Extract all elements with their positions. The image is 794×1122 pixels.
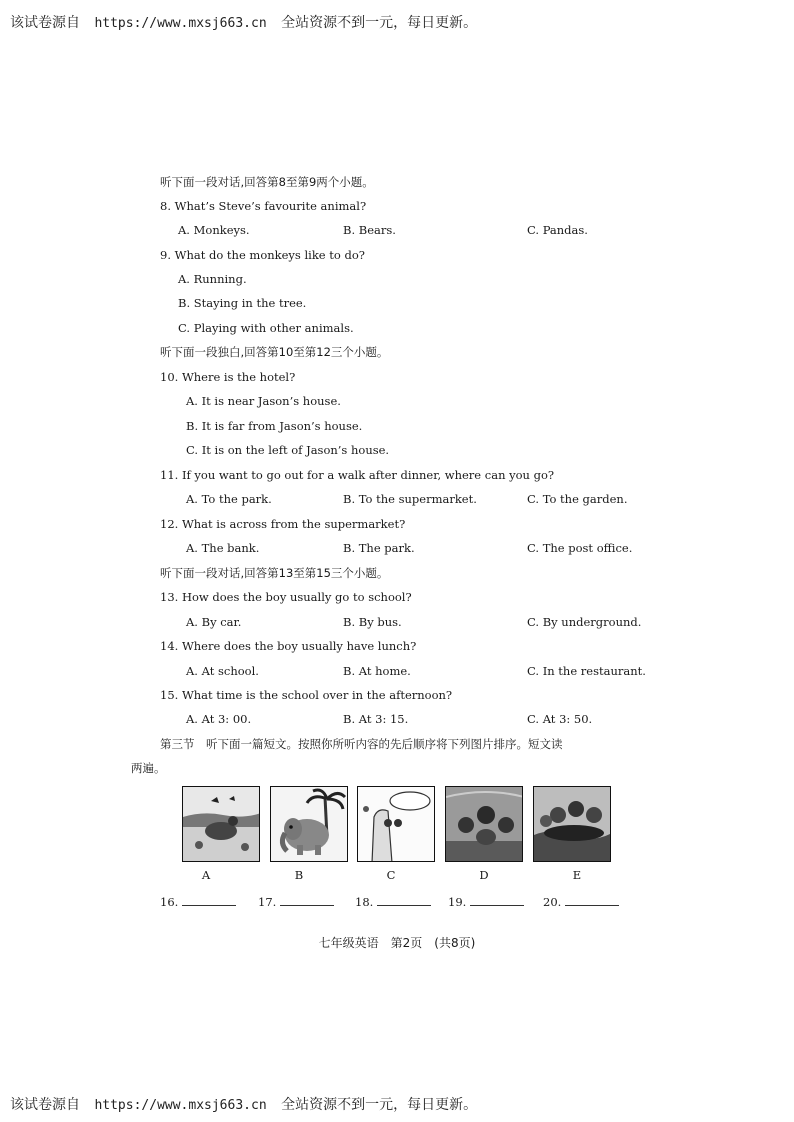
picture-label-b: B xyxy=(294,868,304,882)
picture-a-birds-by-water xyxy=(182,786,260,862)
banner-prefix: 该试卷源自 xyxy=(10,1097,80,1113)
section-3-instruction: 第三节 听下面一篇短文。按照你所听内容的先后顺序将下列图片排序。短文读 xyxy=(160,737,563,751)
answer-blank-16[interactable] xyxy=(160,894,236,909)
blank-number-19: 19. xyxy=(448,895,467,909)
picture-c-tree-bubble xyxy=(357,786,435,862)
banner-url-link[interactable]: https://www.mxsj663.cn xyxy=(94,1098,267,1113)
section-3-instruction-cont: 两遍。 xyxy=(131,761,166,775)
picture-label-c: C xyxy=(386,868,396,882)
banner-url-link[interactable]: https://www.mxsj663.cn xyxy=(94,16,267,31)
question-12-option-a: A. The bank. xyxy=(186,541,260,555)
blank-line-20[interactable] xyxy=(565,894,619,906)
blank-number-18: 18. xyxy=(355,895,374,909)
answer-blank-19[interactable] xyxy=(448,894,524,909)
question-14-option-c: C. In the restaurant. xyxy=(527,664,646,678)
picture-b-elephant-palm xyxy=(270,786,348,862)
question-9-option-b: B. Staying in the tree. xyxy=(178,296,307,310)
instruction-q8-9: 听下面一段对话,回答第8至第9两个小题。 xyxy=(160,175,374,189)
instruction-q10-12: 听下面一段独白,回答第10至第12三个小题。 xyxy=(160,345,389,359)
question-10-option-c: C. It is on the left of Jason’s house. xyxy=(186,443,390,457)
question-13-option-a: A. By car. xyxy=(186,615,242,629)
question-10-option-b: B. It is far from Jason’s house. xyxy=(186,419,363,433)
question-13-option-c: C. By underground. xyxy=(527,615,642,629)
blank-line-18[interactable] xyxy=(377,894,431,906)
answer-blank-17[interactable] xyxy=(258,894,334,909)
question-12-option-b: B. The park. xyxy=(343,541,415,555)
banner-prefix: 该试卷源自 xyxy=(10,15,80,31)
question-11-option-b: B. To the supermarket. xyxy=(343,492,477,506)
question-8-option-b: B. Bears. xyxy=(343,223,396,237)
blank-line-16[interactable] xyxy=(182,894,236,906)
instruction-q13-15: 听下面一段对话,回答第13至第15三个小题。 xyxy=(160,566,389,580)
picture-e-kids-rafting xyxy=(533,786,611,862)
picture-label-d: D xyxy=(479,868,489,882)
question-13-option-b: B. By bus. xyxy=(343,615,402,629)
question-15-option-b: B. At 3: 15. xyxy=(343,712,409,726)
source-banner-top xyxy=(10,12,477,32)
blank-line-17[interactable] xyxy=(280,894,334,906)
picture-d-monkeys-circus xyxy=(445,786,523,862)
question-15-stem: 15. What time is the school over in the afternoon? xyxy=(160,688,453,702)
picture-label-a: A xyxy=(201,868,211,882)
question-10-option-a: A. It is near Jason’s house. xyxy=(186,394,341,408)
question-13-stem: 13. How does the boy usually go to school? xyxy=(160,590,412,604)
question-11-option-c: C. To the garden. xyxy=(527,492,628,506)
question-11-stem: 11. If you want to go out for a walk after dinner, where can you go? xyxy=(160,468,555,482)
question-12-stem: 12. What is across from the supermarket? xyxy=(160,517,406,531)
blank-number-16: 16. xyxy=(160,895,179,909)
question-10-stem: 10. Where is the hotel? xyxy=(160,370,296,384)
question-15-option-c: C. At 3: 50. xyxy=(527,712,593,726)
answer-blank-20[interactable] xyxy=(543,894,619,909)
question-14-option-b: B. At home. xyxy=(343,664,411,678)
blank-line-19[interactable] xyxy=(470,894,524,906)
blank-number-17: 17. xyxy=(258,895,277,909)
question-8-option-c: C. Pandas. xyxy=(527,223,588,237)
question-8-option-a: A. Monkeys. xyxy=(178,223,250,237)
question-9-option-a: A. Running. xyxy=(178,272,247,286)
source-banner-bottom xyxy=(10,1094,477,1114)
picture-label-e: E xyxy=(572,868,582,882)
question-9-stem: 9. What do the monkeys like to do? xyxy=(160,248,365,262)
question-9-option-c: C. Playing with other animals. xyxy=(178,321,354,335)
banner-suffix: 全站资源不到一元，每日更新。 xyxy=(281,1097,478,1113)
question-11-option-a: A. To the park. xyxy=(186,492,272,506)
question-12-option-c: C. The post office. xyxy=(527,541,633,555)
question-15-option-a: A. At 3: 00. xyxy=(186,712,252,726)
answer-blank-18[interactable] xyxy=(355,894,431,909)
question-14-stem: 14. Where does the boy usually have lunch? xyxy=(160,639,417,653)
page-footer: 七年级英语 第2页 (共8页) xyxy=(318,936,476,950)
question-14-option-a: A. At school. xyxy=(186,664,259,678)
question-8-stem: 8. What’s Steve’s favourite animal? xyxy=(160,199,367,213)
banner-suffix: 全站资源不到一元，每日更新。 xyxy=(281,15,478,31)
blank-number-20: 20. xyxy=(543,895,562,909)
